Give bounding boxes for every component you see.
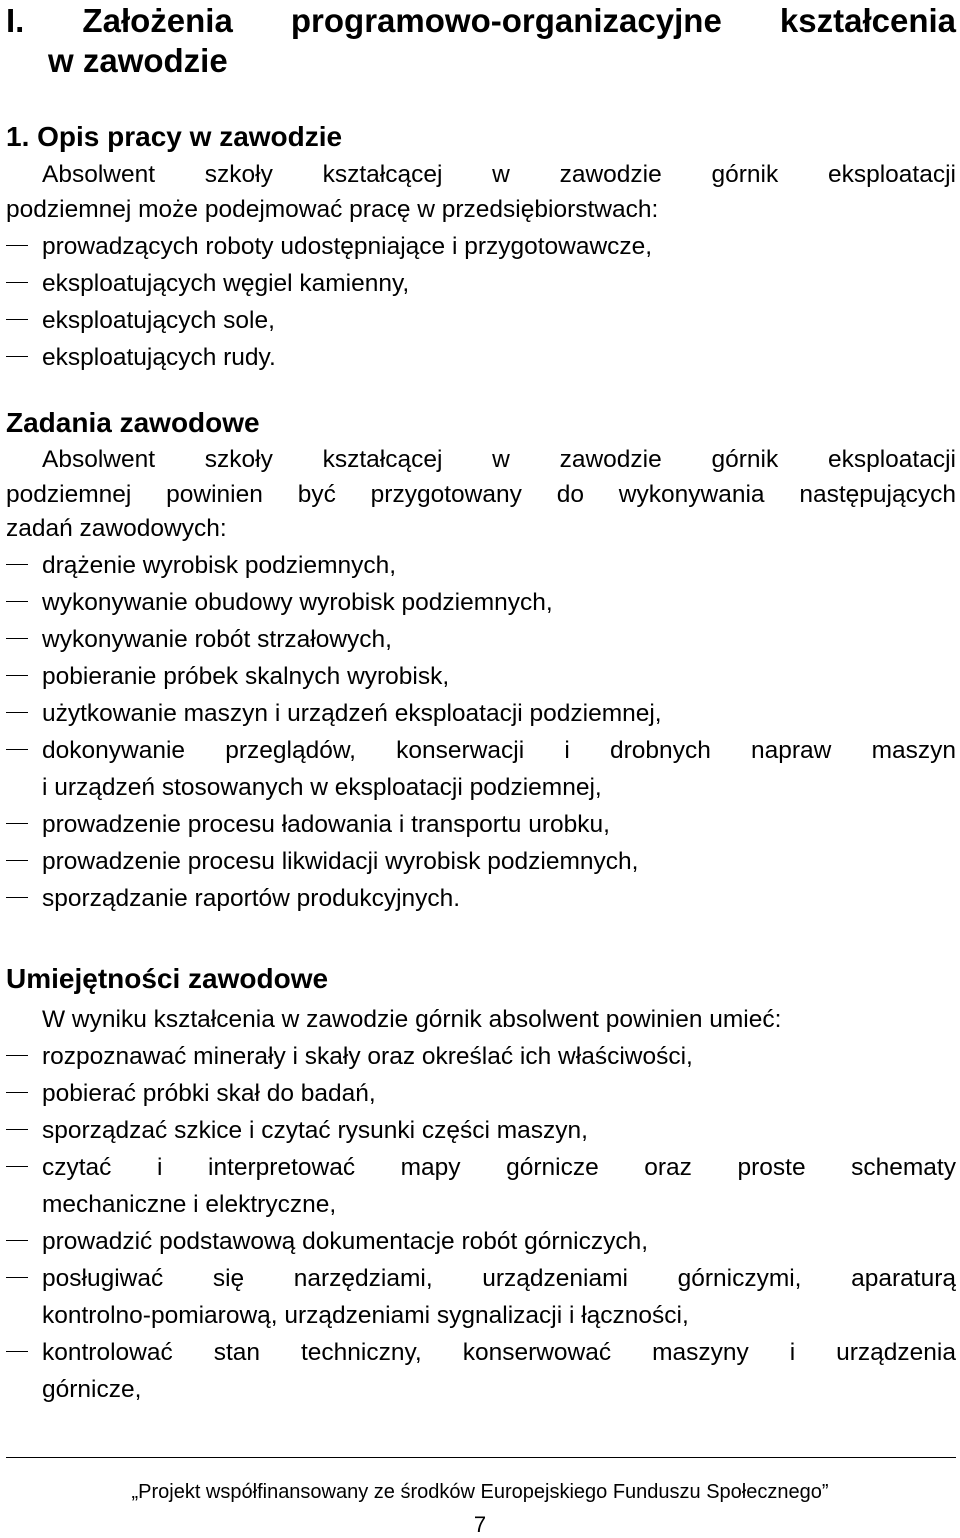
dash-bullet	[6, 1277, 28, 1278]
dash-bullet	[6, 823, 28, 824]
list-item: rozpoznawać minerały i skały oraz określać ich właściwości,	[0, 1038, 956, 1075]
dash-bullet	[6, 638, 28, 639]
dash-bullet	[6, 675, 28, 676]
dash-bullet	[6, 601, 28, 602]
dash-bullet	[6, 356, 28, 357]
footer-divider	[6, 1457, 956, 1458]
skills-intro: W wyniku kształcenia w zawodzie górnik absolwent powinien umieć:	[42, 1006, 782, 1033]
list-item: czytać i interpretować mapy górnicze oraz proste schematy mechaniczne i elektryczne,	[0, 1149, 956, 1223]
tasks-list	[0, 547, 956, 917]
dash-bullet	[6, 1351, 28, 1352]
job-description-intro-line1: Absolwent szkoły kształcącej w zawodzie górnik eksploatacji	[42, 161, 956, 188]
list-item: sporządzanie raportów produkcyjnych.	[0, 880, 956, 917]
dash-bullet	[6, 245, 28, 246]
list-item: wykonywanie obudowy wyrobisk podziemnych,	[0, 584, 956, 621]
list-item: prowadzenie procesu ładowania i transportu urobku,	[0, 806, 956, 843]
dash-bullet	[6, 860, 28, 861]
list-item: dokonywanie przeglądów, konserwacji i drobnych napraw maszyn i urządzeń stosowanych w eksploatacji podziemnej,	[0, 732, 956, 806]
skills-list	[0, 1038, 956, 1408]
list-item: prowadzących roboty udostępniające i przygotowawcze,	[0, 228, 956, 265]
dash-bullet	[6, 1166, 28, 1167]
skills-heading: Umiejętności zawodowe	[6, 963, 329, 994]
list-item: eksploatujących sole,	[0, 302, 956, 339]
dash-bullet	[6, 564, 28, 565]
dash-bullet	[6, 897, 28, 898]
tasks-intro-line1: Absolwent szkoły kształcącej w zawodzie górnik eksploatacji	[42, 446, 956, 473]
dash-bullet	[6, 712, 28, 713]
workplace-list	[0, 228, 956, 376]
tasks-heading: Zadania zawodowe	[6, 407, 260, 438]
section-title: I. Założenia programowo-organizacyjne kształcenia	[6, 2, 956, 39]
list-item: użytkowanie maszyn i urządzeń eksploatacji podziemnej,	[0, 695, 956, 732]
list-item: prowadzenie procesu likwidacji wyrobisk podziemnych,	[0, 843, 956, 880]
job-description-intro-line2: podziemnej może podejmować pracę w przedsiębiorstwach:	[6, 196, 659, 223]
list-item: eksploatujących węgiel kamienny,	[0, 265, 956, 302]
job-description-heading: 1. Opis pracy w zawodzie	[6, 121, 343, 152]
dash-bullet	[6, 319, 28, 320]
tasks-intro-line2: podziemnej powinien być przygotowany do wykonywania następujących	[6, 481, 956, 508]
dash-bullet	[6, 282, 28, 283]
list-item: sporządzać szkice i czytać rysunki części maszyn,	[0, 1112, 956, 1149]
dash-bullet	[6, 1055, 28, 1056]
list-item: prowadzić podstawową dokumentacje robót górniczych,	[0, 1223, 956, 1260]
section-title-continuation: w zawodzie	[48, 42, 228, 79]
list-item: eksploatujących rudy.	[0, 339, 956, 376]
tasks-intro-line3: zadań zawodowych:	[6, 515, 227, 542]
dash-bullet	[6, 1092, 28, 1093]
dash-bullet	[6, 1240, 28, 1241]
dash-bullet	[6, 1129, 28, 1130]
page-number: 7	[473, 1512, 487, 1537]
footer-text: „Projekt współfinansowany ze środków Europejskiego Funduszu Społecznego”	[131, 1481, 829, 1503]
list-item: kontrolować stan techniczny, konserwować maszyny i urządzenia górnicze,	[0, 1334, 956, 1408]
list-item: pobierać próbki skał do badań,	[0, 1075, 956, 1112]
list-item: wykonywanie robót strzałowych,	[0, 621, 956, 658]
list-item: drążenie wyrobisk podziemnych,	[0, 547, 956, 584]
list-item: pobieranie próbek skalnych wyrobisk,	[0, 658, 956, 695]
list-item: posługiwać się narzędziami, urządzeniami górniczymi, aparaturą kontrolno-pomiarową, urządzeniami sygnalizacji i łączności,	[0, 1260, 956, 1334]
dash-bullet	[6, 749, 28, 750]
